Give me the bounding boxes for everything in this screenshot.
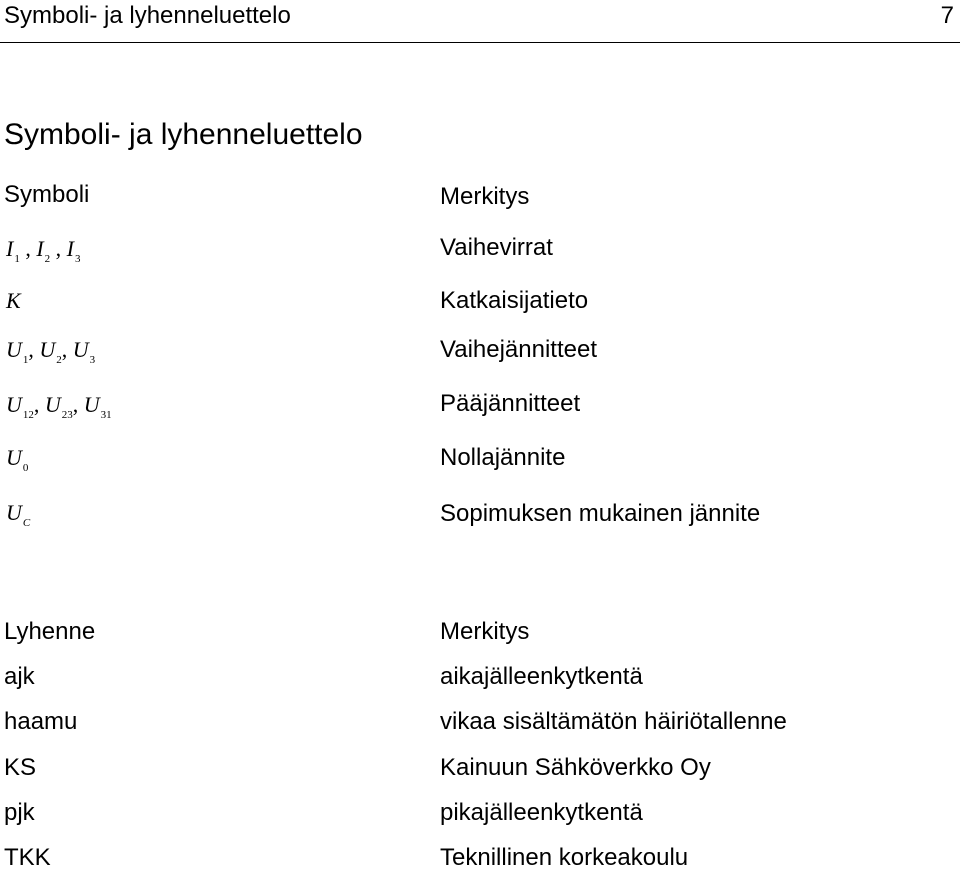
- abbreviation-term: KS: [4, 754, 37, 781]
- symbol-meaning: Nollajännite: [440, 444, 566, 471]
- symbol-breaker-data: K: [6, 288, 21, 313]
- symbol-column-header: Symboli: [4, 181, 90, 208]
- symbol-phase-currents: $I_1$ , $I_2$ , $I_3$: [6, 236, 81, 265]
- symbol-contract-voltage: $U_C$: [6, 500, 31, 529]
- abbreviation-meaning: pikajälleenkytkentä: [440, 799, 643, 826]
- page-number: 7: [940, 2, 954, 29]
- header-title: Symboli- ja lyhenneluettelo: [4, 2, 291, 29]
- abbreviation-term: ajk: [4, 663, 35, 690]
- header-rule: [0, 42, 960, 43]
- abbreviation-meaning: aikajälleenkytkentä: [440, 663, 643, 690]
- symbol-meaning: Vaihevirrat: [440, 234, 553, 261]
- symbol-meaning: Katkaisijatieto: [440, 287, 589, 314]
- abbreviation-term: pjk: [4, 799, 35, 826]
- abbreviation-term: haamu: [4, 708, 78, 735]
- abbreviation-meaning: Teknillinen korkeakoulu: [440, 844, 689, 871]
- abbreviation-column-header: Lyhenne: [4, 618, 96, 645]
- symbol-meaning: Vaihejännitteet: [440, 336, 598, 363]
- symbol-meaning: Pääjännitteet: [440, 390, 581, 417]
- abbreviation-meaning: Kainuun Sähköverkko Oy: [440, 754, 711, 781]
- symbol-meaning: Sopimuksen mukainen jännite: [440, 500, 761, 527]
- section-title: Symboli- ja lyhenneluettelo: [4, 118, 363, 151]
- abbreviation-meaning: vikaa sisältämätön häiriötallenne: [440, 708, 787, 735]
- symbol-line-voltages: $U_{12}$, $U_{23}$, $U_{31}$: [6, 392, 112, 421]
- symbol-meaning-column-header: Merkitys: [440, 183, 530, 210]
- symbol-phase-voltages: $U_1$, $U_2$, $U_3$: [6, 337, 96, 366]
- abbreviation-term: TKK: [4, 844, 51, 871]
- symbol-zero-voltage: $U_0$: [6, 445, 29, 474]
- abbreviation-meaning-column-header: Merkitys: [440, 618, 530, 645]
